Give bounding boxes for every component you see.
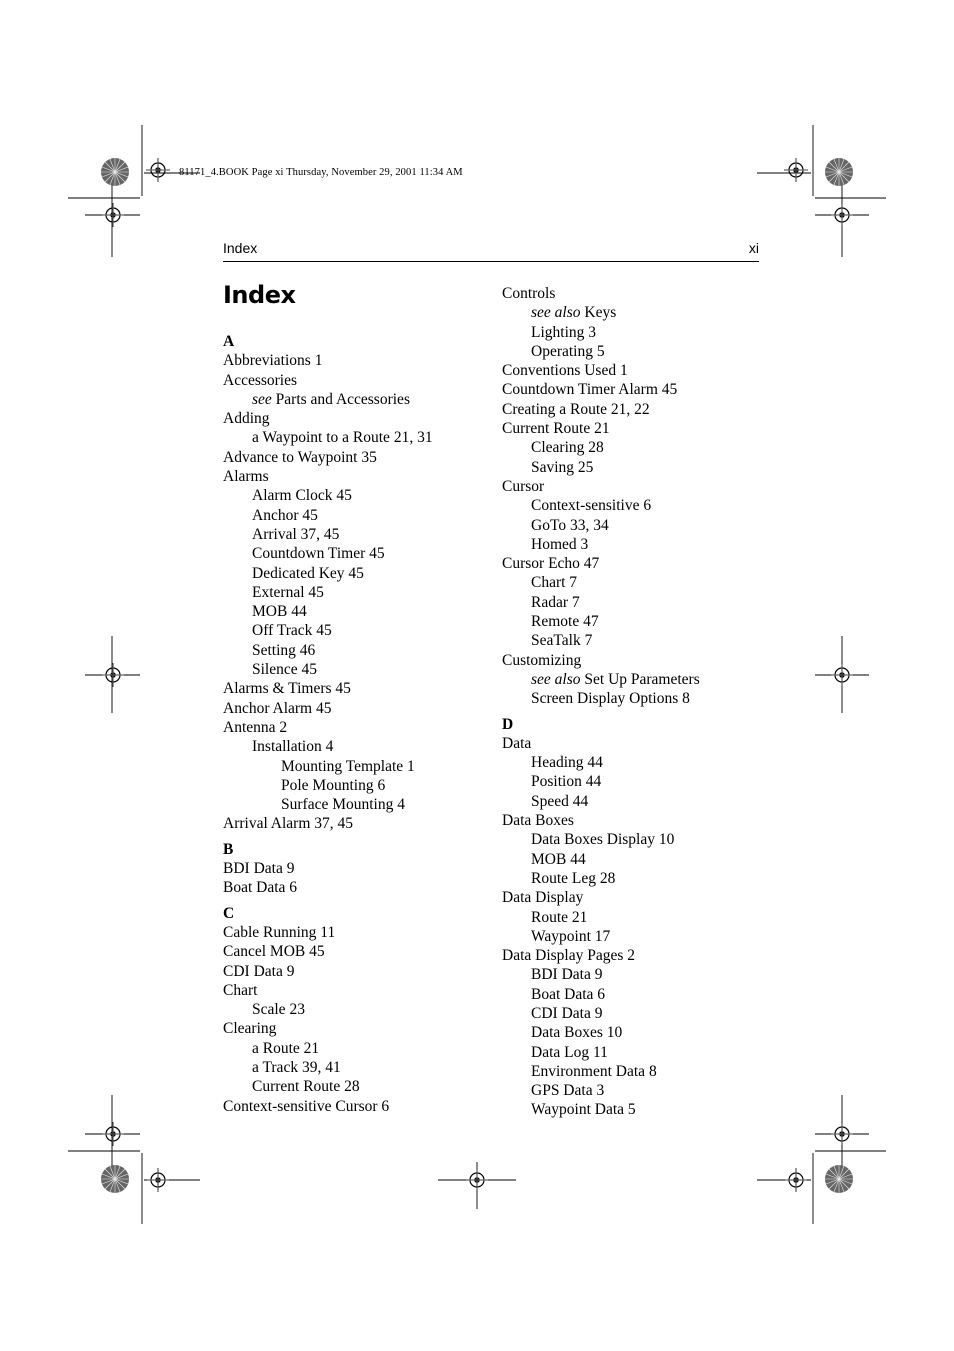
index-entry [223, 1039, 433, 1058]
index-entry [502, 612, 700, 631]
index-entry [502, 830, 700, 849]
index-entry [502, 1004, 700, 1023]
index-entry-text: BDI Data 9 [223, 860, 295, 878]
index-entry-text: Current Route 28 [252, 1078, 360, 1096]
index-entry-text: Installation 4 [252, 738, 334, 756]
index-entry-text: Lighting 3 [531, 323, 597, 341]
index-entry-text: Pole Mounting 6 [281, 776, 386, 794]
running-head-title: Index [223, 240, 258, 256]
index-entry-text: Saving 25 [531, 458, 594, 476]
index-entry-text: Customizing [502, 651, 582, 669]
index-entry-text: SeaTalk 7 [531, 632, 593, 650]
index-entry [223, 641, 433, 660]
index-entry [502, 303, 700, 322]
index-entry-text: Controls [502, 285, 556, 302]
page-title: Index [223, 281, 296, 309]
index-entry-text: Boat Data 6 [531, 985, 606, 1003]
index-entry [223, 1019, 433, 1038]
index-entry-text: Route 21 [531, 908, 588, 926]
index-entry [223, 602, 433, 621]
index-entry-text: Alarm Clock 45 [252, 487, 352, 505]
index-entry-text: Data Boxes 10 [531, 1024, 623, 1042]
index-entry [502, 573, 700, 592]
index-entry [223, 467, 433, 486]
index-entry-text: Antenna 2 [223, 718, 288, 736]
index-entry-text: Environment Data 8 [531, 1062, 657, 1080]
index-entry-text: Cancel MOB 45 [223, 943, 325, 961]
index-entry-text: Data Log 11 [531, 1043, 608, 1061]
see-reference-label: see also [531, 304, 581, 322]
index-entry-text: D [502, 715, 514, 733]
index-entry [502, 927, 700, 946]
index-entry [223, 878, 433, 897]
index-entry [223, 371, 433, 390]
index-entry [502, 535, 700, 554]
index-entry-text: GPS Data 3 [531, 1082, 605, 1100]
index-entry-text: Data Boxes Display 10 [531, 831, 675, 849]
index-entry [223, 981, 433, 1000]
index-entry-text: Cable Running 11 [223, 923, 336, 941]
index-letter-heading [502, 715, 700, 734]
index-entry [502, 284, 700, 303]
index-entry-text: Arrival Alarm 37, 45 [223, 815, 354, 833]
index-entry [502, 1043, 700, 1062]
index-entry [223, 525, 433, 544]
index-entry [223, 1097, 433, 1116]
index-entry-text: Accessories [223, 371, 298, 389]
index-entry [502, 458, 700, 477]
index-column-left [223, 332, 433, 1116]
index-entry-text: Context-sensitive 6 [531, 497, 652, 515]
index-entry [223, 621, 433, 640]
index-entry [502, 908, 700, 927]
index-entry [502, 400, 700, 419]
index-entry [502, 477, 700, 496]
index-entry [223, 506, 433, 525]
index-entry-text: Waypoint Data 5 [531, 1101, 636, 1119]
index-entry [502, 380, 700, 399]
index-entry [223, 564, 433, 583]
index-entry [223, 409, 433, 428]
index-entry-text: Creating a Route 21, 22 [502, 400, 650, 418]
index-entry-text: External 45 [252, 583, 324, 601]
index-entry-text: Arrival 37, 45 [252, 525, 340, 543]
index-entry [223, 859, 433, 878]
index-entry-text: Chart [223, 981, 258, 999]
index-entry [502, 734, 700, 753]
index-entry-text: Advance to Waypoint 35 [223, 448, 377, 466]
index-entry-text: Surface Mounting 4 [281, 796, 405, 814]
index-entry [502, 554, 700, 573]
index-entry [223, 942, 433, 961]
index-entry-text: Context-sensitive Cursor 6 [223, 1097, 390, 1115]
index-entry [502, 850, 700, 869]
see-reference-label: see [252, 390, 272, 408]
index-entry [502, 593, 700, 612]
index-entry-text: Silence 45 [252, 661, 317, 679]
index-entry-text: Dedicated Key 45 [252, 564, 364, 582]
index-entry [223, 428, 433, 447]
index-entry-text: MOB 44 [252, 603, 307, 621]
index-entry-text: A [223, 333, 235, 350]
index-entry [502, 1062, 700, 1081]
index-entry [502, 361, 700, 380]
index-entry-text: Speed 44 [531, 792, 589, 810]
index-entry [502, 670, 700, 689]
index-column-right [502, 284, 700, 1120]
index-entry [223, 923, 433, 942]
index-entry-text: Current Route 21 [502, 420, 610, 438]
index-entry [502, 985, 700, 1004]
index-entry-text: Alarms [223, 468, 269, 486]
index-entry [502, 651, 700, 670]
index-entry-text: Operating 5 [531, 342, 605, 360]
index-entry-text: Alarms & Timers 45 [223, 680, 351, 698]
index-entry-text: Countdown Timer 45 [252, 545, 385, 563]
index-entry-text: Setting 46 [252, 641, 316, 659]
index-entry-text: Heading 44 [531, 754, 603, 772]
index-entry-text: Conventions Used 1 [502, 362, 628, 380]
index-entry [223, 583, 433, 602]
index-entry [502, 631, 700, 650]
index-entry-text: Abbreviations 1 [223, 352, 323, 370]
index-entry-text: Position 44 [531, 773, 602, 791]
index-entry [502, 772, 700, 791]
index-entry-text: GoTo 33, 34 [531, 516, 609, 534]
index-entry-text: Data Display [502, 889, 584, 907]
index-entry [223, 814, 433, 833]
index-entry [502, 342, 700, 361]
running-head-page-number: xi [748, 240, 759, 256]
index-entry [223, 660, 433, 679]
index-entry-text: Cursor Echo 47 [502, 555, 600, 573]
index-entry [223, 699, 433, 718]
index-entry [223, 1077, 433, 1096]
index-entry [502, 419, 700, 438]
index-entry [502, 869, 700, 888]
index-entry-text: Parts and Accessories [271, 390, 410, 408]
running-head [223, 239, 759, 262]
see-reference-label: see also [531, 670, 581, 688]
index-entry [223, 544, 433, 563]
index-entry [502, 1023, 700, 1042]
index-entry [223, 448, 433, 467]
index-entry [223, 390, 433, 409]
index-letter-heading [223, 904, 433, 923]
index-entry-text: Route Leg 28 [531, 869, 616, 887]
index-entry [502, 438, 700, 457]
index-entry-text: Anchor Alarm 45 [223, 699, 332, 717]
index-entry-text: Chart 7 [531, 574, 578, 592]
index-entry-text: Keys [580, 304, 617, 322]
index-entry [223, 718, 433, 737]
print-slug: 81171_4.BOOK Page xi Thursday, November 29, 2001 11:34 AM [179, 167, 463, 178]
index-entry [223, 1058, 433, 1077]
index-entry-text: Cursor [502, 477, 545, 495]
index-entry-text: Data Boxes [502, 812, 574, 830]
index-entry-text: Data [502, 734, 532, 752]
index-entry-text: Data Display Pages 2 [502, 947, 636, 965]
index-entry-text: Mounting Template 1 [281, 757, 415, 775]
index-entry-text: MOB 44 [531, 850, 586, 868]
index-entry-text: Clearing [223, 1020, 277, 1038]
index-entry [502, 689, 700, 708]
index-entry [223, 679, 433, 698]
index-entry [502, 496, 700, 515]
index-entry-text: CDI Data 9 [223, 962, 295, 980]
index-entry [223, 486, 433, 505]
index-entry-text: Adding [223, 410, 270, 428]
index-entry-text: Clearing 28 [531, 439, 604, 457]
index-letter-heading [223, 840, 433, 859]
index-entry-text: Remote 47 [531, 613, 599, 631]
index-entry-text: C [223, 904, 235, 922]
index-entry-text: Set Up Parameters [580, 670, 700, 688]
index-entry-text: Scale 23 [252, 1001, 305, 1019]
index-entry [223, 757, 433, 776]
index-entry-text: a Waypoint to a Route 21, 31 [252, 429, 433, 447]
index-entry-text: BDI Data 9 [531, 966, 603, 984]
index-entry-text: Screen Display Options 8 [531, 690, 690, 708]
index-entry-text: B [223, 840, 234, 858]
index-entry [223, 737, 433, 756]
index-entry [502, 1081, 700, 1100]
index-entry [502, 1100, 700, 1119]
index-entry [223, 1000, 433, 1019]
index-entry [223, 776, 433, 795]
index-entry-text: Off Track 45 [252, 622, 332, 640]
index-entry-text: Boat Data 6 [223, 879, 298, 897]
index-entry-text: CDI Data 9 [531, 1004, 603, 1022]
index-entry-text: Homed 3 [531, 535, 589, 553]
index-entry [502, 792, 700, 811]
index-entry [502, 965, 700, 984]
index-entry [502, 323, 700, 342]
index-entry [223, 351, 433, 370]
index-entry [502, 753, 700, 772]
index-letter-heading [223, 332, 433, 351]
index-entry [502, 811, 700, 830]
index-entry-text: Countdown Timer Alarm 45 [502, 381, 678, 399]
index-entry [223, 795, 433, 814]
index-entry [223, 962, 433, 981]
index-entry [502, 946, 700, 965]
index-entry-text: a Track 39, 41 [252, 1058, 341, 1076]
index-entry [502, 888, 700, 907]
index-entry-text: Anchor 45 [252, 506, 318, 524]
index-entry [502, 516, 700, 535]
index-entry-text: Waypoint 17 [531, 927, 611, 945]
index-entry-text: a Route 21 [252, 1039, 320, 1057]
index-entry-text: Radar 7 [531, 593, 580, 611]
